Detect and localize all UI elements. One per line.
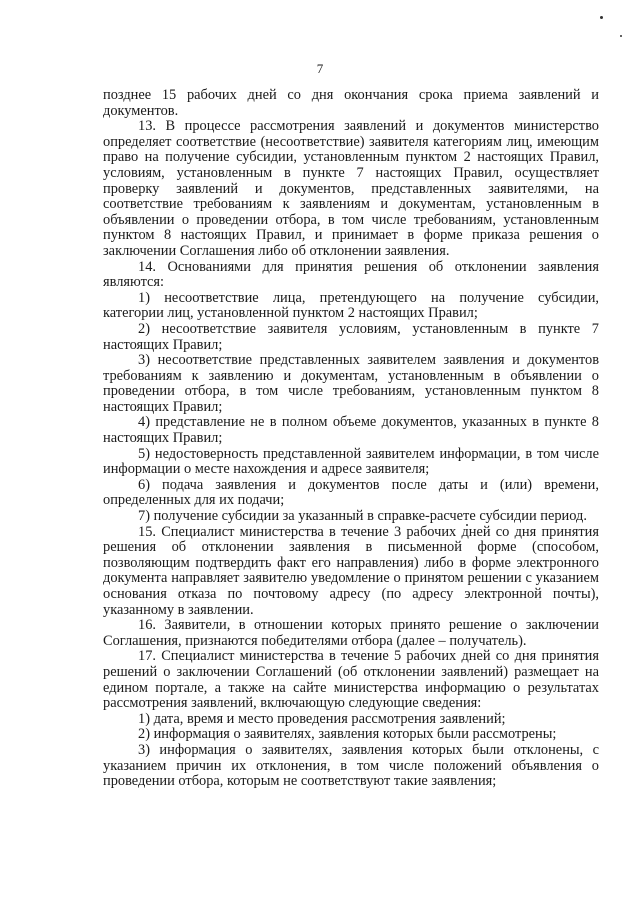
page-number: 7 [316,61,324,76]
document-body [103,88,599,790]
paragraph-clause-13: 13. В процессе рассмотрения заявлений и документов министерство определяет соответствие (несоответствие) заявителя категориям лиц, имеющим право на получение субсидии, установленным пунктом 2 настоящих Правил, условиям, установленным в пункте 7 настоящих Правил, осуществляет проверку заявлений и документов, представленных заявителями, на соответствие требованиям к заявлениям и документам, установленным в объявлении о проведении отбора, в том числе требованиям, установленным пунктом 8 настоящих Правил, и принимает в форме приказа решения о заключении Соглашения либо об отклонении заявления. [103,118,599,259]
list-item: 6) подача заявления и документов после даты и (или) времени, определенных для их подачи; [103,476,599,509]
list-item: 2) информация о заявителях, заявления которых были рассмотрены; [138,726,557,743]
scan-speck [620,35,622,37]
paragraph-clause-14: 14. Основаниями для принятия решения об отклонении заявления являются: [103,258,599,291]
list-item: 7) получение субсидии за указанный в справке-расчете субсидии период. [138,508,587,525]
paragraph-clause-16: 16. Заявители, в отношении которых принято решение о заключении Соглашения, признаются победителями отбора (далее – получатель). [103,617,599,649]
paragraph-clause-15: 15. Специалист министерства в течение 3 рабочих дней со дня принятия решения об отклонении заявления в письменной форме (способом, позволяющим подтвердить факт его направления) либо в форме электронного документа направляет заявителю уведомление о принятом решении с указанием основания отказа по почтовому адресу (по адресу электронной почты), указанному в заявлении. [103,523,599,618]
list-item: 5) недостоверность представленной заявителем информации, в том числе информации о месте нахождения и адресе заявителя; [103,445,599,478]
list-item: 4) представление не в полном объеме документов, указанных в пункте 8 настоящих Правил; [103,414,599,447]
list-item: 1) дата, время и место проведения рассмотрения заявлений; [138,710,506,727]
list-item: 3) информация о заявителях, заявления которых были отклонены, с указанием причин их отклонения, в том числе положений объявления о проведении отбора, которым не соответствуют такие заявления; [103,741,599,790]
list-item: 1) несоответствие лица, претендующего на получение субсидии, категории лиц, установленной пунктом 2 настоящих Правил; [103,289,599,322]
paragraph-clause-17: 17. Специалист министерства в течение 5 рабочих дней со дня принятия решений о заключении Соглашений (об отклонении заявлений) размещает на едином портале, а также на сайте министерства информацию о результатах рассмотрения заявлений, включающую следующие сведения: [103,648,599,712]
list-item: 2) несоответствие заявителя условиям, установленным в пункте 7 настоящих Правил; [103,320,599,353]
list-item: 3) несоответствие представленных заявителем заявления и документов требованиям к заявлению и документам, установленным в объявлении о проведении отбора, в том числе требованиям, установленным пунктом 8 настоящих Правил; [103,352,599,415]
scan-speck [600,16,603,19]
paragraph: позднее 15 рабочих дней со дня окончания срока приема заявлений и документов. [103,87,599,119]
